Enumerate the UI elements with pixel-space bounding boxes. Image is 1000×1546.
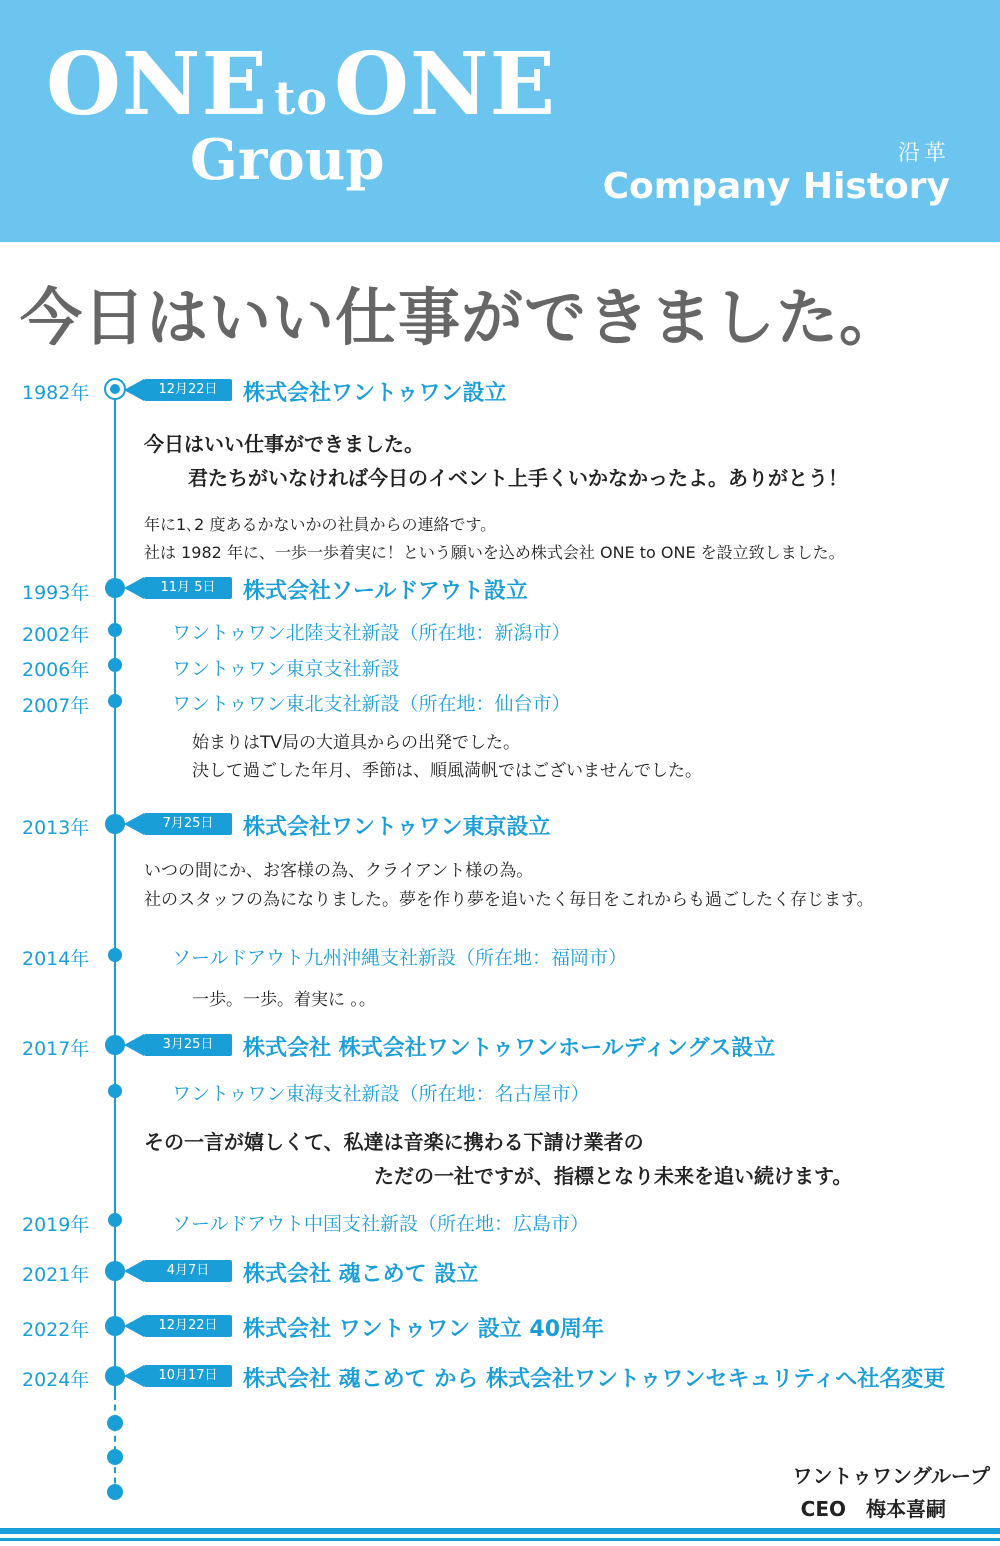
year-label-2013: 2013年: [22, 817, 90, 839]
timeline-dot-2021: [105, 1261, 125, 1281]
date-tag-2017: [124, 1034, 232, 1056]
date-tag-text: 7月25日: [144, 813, 232, 835]
page-headline: 今日はいい仕事ができました。: [20, 281, 903, 354]
quote-line-1: 今日はいい仕事ができました。: [144, 432, 424, 456]
timeline-dot-1982: [104, 378, 126, 400]
logo-one-a: ONE: [46, 34, 269, 135]
signature-block: [793, 1460, 991, 1522]
timeline-dot-2006: [108, 658, 122, 672]
body-text-2b: 決して過ごした年月、季節は、順風満帆ではございませんでした。: [192, 761, 702, 781]
timeline-dashed-line: [114, 1394, 116, 1494]
timeline-dot-future-1: [107, 1415, 123, 1431]
date-tag-1982: [124, 379, 232, 401]
body-text-3b: 社のスタッフの為になりました。夢を作り夢を追いたく毎日をこれからも過ごしたく存じます。: [144, 890, 874, 910]
logo-group: Group: [190, 127, 385, 193]
logo-to: to: [274, 71, 329, 125]
timeline-dot-2002: [108, 623, 122, 637]
timeline-dot-future-3: [107, 1484, 123, 1500]
enkaku-label: 沿革: [897, 141, 950, 166]
timeline-dot-2014: [108, 948, 122, 962]
event-title-2021: 株式会社 魂こめて 設立: [243, 1262, 479, 1287]
timeline-dot-2017b: [108, 1084, 122, 1098]
quote-line-4: ただの一社ですが、指標となり未来を追い続けます。: [374, 1164, 853, 1188]
timeline-dot-2022: [105, 1316, 125, 1336]
year-label-2021: 2021年: [22, 1264, 90, 1286]
date-tag-text: 4月7日: [144, 1260, 232, 1282]
year-label-2014: 2014年: [22, 948, 90, 970]
timeline-dot-2019: [108, 1213, 122, 1227]
branch-event-2006: ワントゥワン東京支社新設: [172, 658, 400, 680]
date-tag-text: 12月22日: [144, 1315, 232, 1337]
branch-event-2019: ソールドアウト中国支社新設（所在地：広島市）: [172, 1213, 590, 1235]
event-title-2022: 株式会社 ワントゥワン 設立 40周年: [243, 1317, 605, 1342]
timeline-line: [114, 388, 116, 1394]
date-tag-2021: [124, 1260, 232, 1282]
date-tag-2013: [124, 813, 232, 835]
year-label-2006: 2006年: [22, 659, 90, 681]
quote-line-2: 君たちがいなければ今日のイベント上手くいかなかったよ。ありがとう！: [188, 466, 848, 490]
date-tag-text: 3月25日: [144, 1034, 232, 1056]
year-label-1993: 1993年: [22, 582, 90, 604]
body-text-1b: 社は 1982 年に、一歩一歩着実に！という願いを込め株式会社 ONE to ONE を設立致しました。: [144, 543, 845, 562]
company-history-title: Company History: [602, 166, 950, 207]
branch-event-2014: ソールドアウト九州沖縄支社新設（所在地：福岡市）: [172, 947, 628, 969]
logo-one-b: ONE: [334, 34, 557, 135]
body-text-2a: 始まりはTV局の大道具からの出発でした。: [192, 733, 521, 753]
timeline-dot-2007: [108, 694, 122, 708]
footer-bar-thin: [0, 1538, 1000, 1541]
event-title-2017: 株式会社 株式会社ワントゥワンホールディングス設立: [243, 1036, 776, 1061]
year-label-2019: 2019年: [22, 1214, 90, 1236]
ceo-name: CEO 梅本喜嗣: [800, 1497, 946, 1521]
logo-line1: [46, 34, 557, 135]
branch-event-2017: ワントゥワン東海支社新設（所在地：名古屋市）: [172, 1083, 590, 1105]
timeline-dot-2024: [105, 1366, 125, 1386]
year-label-2017: 2017年: [22, 1038, 90, 1060]
date-tag-1993: [124, 577, 232, 599]
date-tag-2024: [124, 1365, 232, 1387]
year-label-2007: 2007年: [22, 695, 90, 717]
timeline-dot-2013: [105, 814, 125, 834]
event-title-1993: 株式会社ソールドアウト設立: [243, 579, 528, 604]
date-tag-2022: [124, 1315, 232, 1337]
date-tag-text: 10月17日: [144, 1365, 232, 1387]
branch-event-2007: ワントゥワン東北支社新設（所在地：仙台市）: [172, 693, 571, 715]
event-title-1982: 株式会社ワントゥワン設立: [243, 381, 507, 406]
body-text-3a: いつの間にか、お客様の為、クライアント様の為。: [144, 861, 534, 881]
timeline-dot-1993: [105, 578, 125, 598]
footer-bar: [0, 1528, 1000, 1534]
body-text-4: 一歩。一歩。着実に 。。: [192, 990, 376, 1010]
year-label-1982: 1982年: [22, 382, 90, 404]
timeline-dot-future-2: [107, 1449, 123, 1465]
year-label-2024: 2024年: [22, 1369, 90, 1391]
branch-event-2002: ワントゥワン北陸支社新設（所在地：新潟市）: [172, 622, 571, 644]
date-tag-text: 12月22日: [144, 379, 232, 401]
year-label-2022: 2022年: [22, 1319, 90, 1341]
body-text-1a: 年に1､2 度あるかないかの社員からの連絡です。: [144, 515, 497, 534]
year-label-2002: 2002年: [22, 624, 90, 646]
event-title-2024: 株式会社 魂こめて から 株式会社ワントゥワンセキュリティへ社名変更: [243, 1367, 946, 1392]
timeline-dot-2017: [105, 1035, 125, 1055]
group-name: ワントゥワングループ: [792, 1464, 990, 1488]
date-tag-text: 11月 5日: [144, 577, 232, 599]
event-title-2013: 株式会社ワントゥワン東京設立: [243, 815, 551, 840]
quote-line-3: その一言が嬉しくて、私達は音楽に携わる下請け業者の: [144, 1130, 644, 1154]
header-banner: [0, 0, 1000, 242]
